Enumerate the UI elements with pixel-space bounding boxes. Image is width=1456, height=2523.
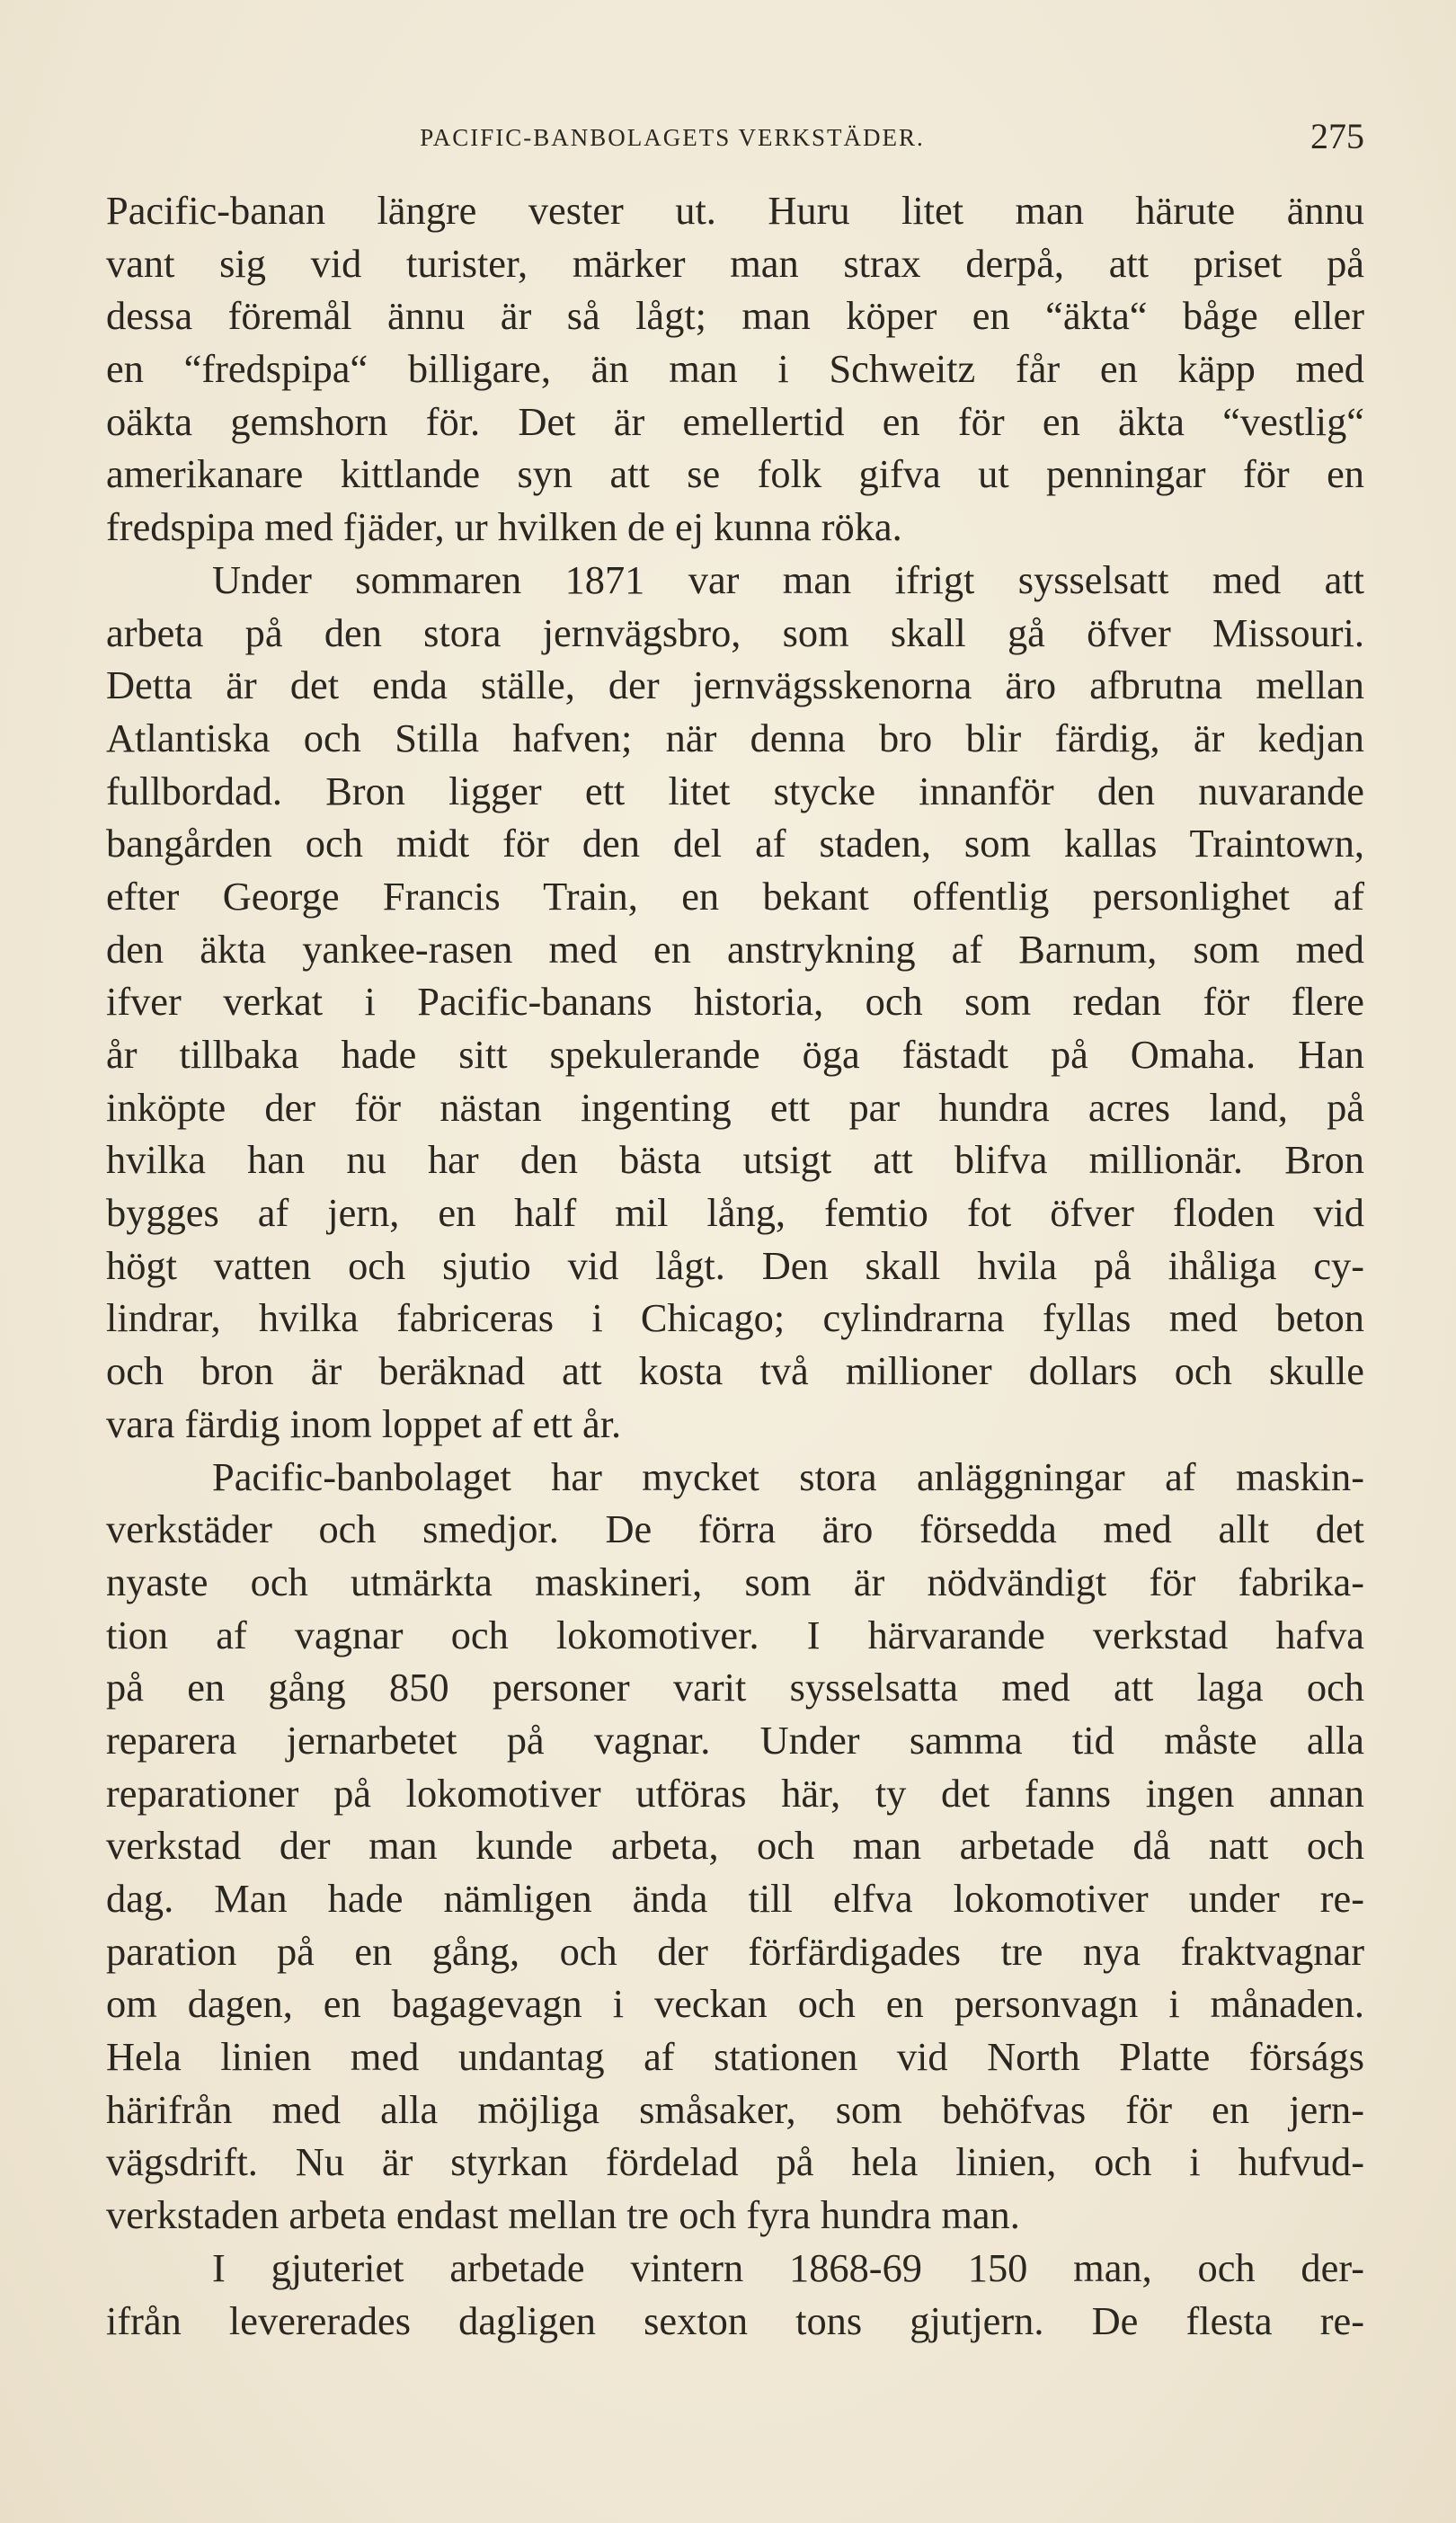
text-line: den äkta yankee-rasen med en anstrykning af Barnum, som med	[106, 926, 1364, 972]
text-line: vägsdrift. Nu är styrkan fördelad på hela linien, och i hufvud-	[106, 2139, 1364, 2185]
text-line: hvilka han nu har den bästa utsigt att blifva millionär. Bron	[106, 1137, 1364, 1183]
text-line: vara färdig inom loppet af ett år.	[106, 1400, 622, 1446]
running-head: PACIFIC-BANBOLAGETS VERKSTÄDER.	[420, 124, 925, 151]
text-line: reparera jernarbetet på vagnar. Under samma tid måste alla	[106, 1717, 1364, 1763]
text-line: ifrån levererades dagligen sexton tons gjutjern. De flesta re-	[106, 2297, 1364, 2343]
page-number: 275	[1310, 116, 1364, 156]
text-line: Detta är det enda ställe, der jernvägsskenorna äro afbrutna mellan	[106, 662, 1364, 708]
text-line: om dagen, en bagagevagn i veckan och en personvagn i månaden.	[106, 1981, 1364, 2027]
text-line: verkstaden arbeta endast mellan tre och fyra hundra man.	[106, 2192, 1020, 2238]
text-line: verkstad der man kunde arbeta, och man arbetade då natt och	[106, 1823, 1364, 1869]
text-line: tion af vagnar och lokomotiver. I härvarande verkstad hafva	[106, 1612, 1364, 1657]
text-line: arbeta på den stora jernvägsbro, som skall gå öfver Missouri.	[106, 609, 1364, 655]
text-line: inköpte der för nästan ingenting ett par hundra acres land, på	[106, 1084, 1364, 1130]
text-line: år tillbaka hade sitt spekulerande öga fästadt på Omaha. Han	[106, 1032, 1364, 1077]
text-line: oäkta gemshorn för. Det är emellertid en för en äkta “vestlig“	[106, 398, 1364, 444]
text-line: och bron är beräknad att kosta två millioner dollars och skulle	[106, 1348, 1364, 1394]
text-line: dag. Man hade nämligen ända till elfva lokomotiver under re-	[106, 1876, 1364, 1921]
text-line: Pacific-banbolaget har mycket stora anläggningar af maskin-	[212, 1453, 1364, 1499]
text-line: Atlantiska och Stilla hafven; när denna bro blir färdig, är kedjan	[106, 715, 1364, 760]
text-line: fredspipa med fjäder, ur hvilken de ej kunna röka.	[106, 504, 902, 550]
text-line: ifver verkat i Pacific-banans historia, och som redan för flere	[106, 979, 1364, 1025]
text-line: reparationer på lokomotiver utföras här, ty det fanns ingen annan	[106, 1770, 1364, 1816]
page-header	[106, 115, 1364, 169]
text-line: Under sommaren 1871 var man ifrigt sysselsatt med att	[212, 556, 1364, 602]
text-line: Pacific-banan längre vester ut. Huru litet man härute ännu	[106, 188, 1364, 233]
text-line: härifrån med alla möjliga småsaker, som behöfvas för en jern-	[106, 2086, 1364, 2132]
text-line: vant sig vid turister, märker man strax derpå, att priset på	[106, 240, 1364, 286]
text-line: amerikanare kittlande syn att se folk gifva ut penningar för en	[106, 451, 1364, 497]
body-text	[106, 184, 1364, 2347]
text-line: paration på en gång, och der förfärdigades tre nya fraktvagnar	[106, 1928, 1364, 1974]
text-line: bangården och midt för den del af staden, som kallas Traintown,	[106, 821, 1364, 866]
text-line: på en gång 850 personer varit sysselsatta med att laga och	[106, 1665, 1364, 1710]
text-line: verkstäder och smedjor. De förra äro försedda med allt det	[106, 1506, 1364, 1552]
text-line: högt vatten och sjutio vid lågt. Den skall hvila på ihåliga cy-	[106, 1242, 1364, 1288]
text-line: dessa föremål ännu är så lågt; man köper en “äkta“ båge eller	[106, 293, 1364, 339]
text-line: I gjuteriet arbetade vintern 1868-69 150 man, och der-	[212, 2244, 1364, 2290]
text-line: efter George Francis Train, en bekant offentlig personlighet af	[106, 873, 1364, 919]
text-line: bygges af jern, en half mil lång, femtio fot öfver floden vid	[106, 1190, 1364, 1236]
text-line: fullbordad. Bron ligger ett litet stycke innanför den nuvarande	[106, 768, 1364, 813]
text-line: en “fredspipa“ billigare, än man i Schweitz får en käpp med	[106, 346, 1364, 392]
text-line: lindrar, hvilka fabriceras i Chicago; cylindrarna fyllas med beton	[106, 1295, 1364, 1341]
text-line: Hela linien med undantag af stationen vid North Platte förságs	[106, 2034, 1364, 2080]
text-line: nyaste och utmärkta maskineri, som är nödvändigt för fabrika-	[106, 1559, 1364, 1604]
